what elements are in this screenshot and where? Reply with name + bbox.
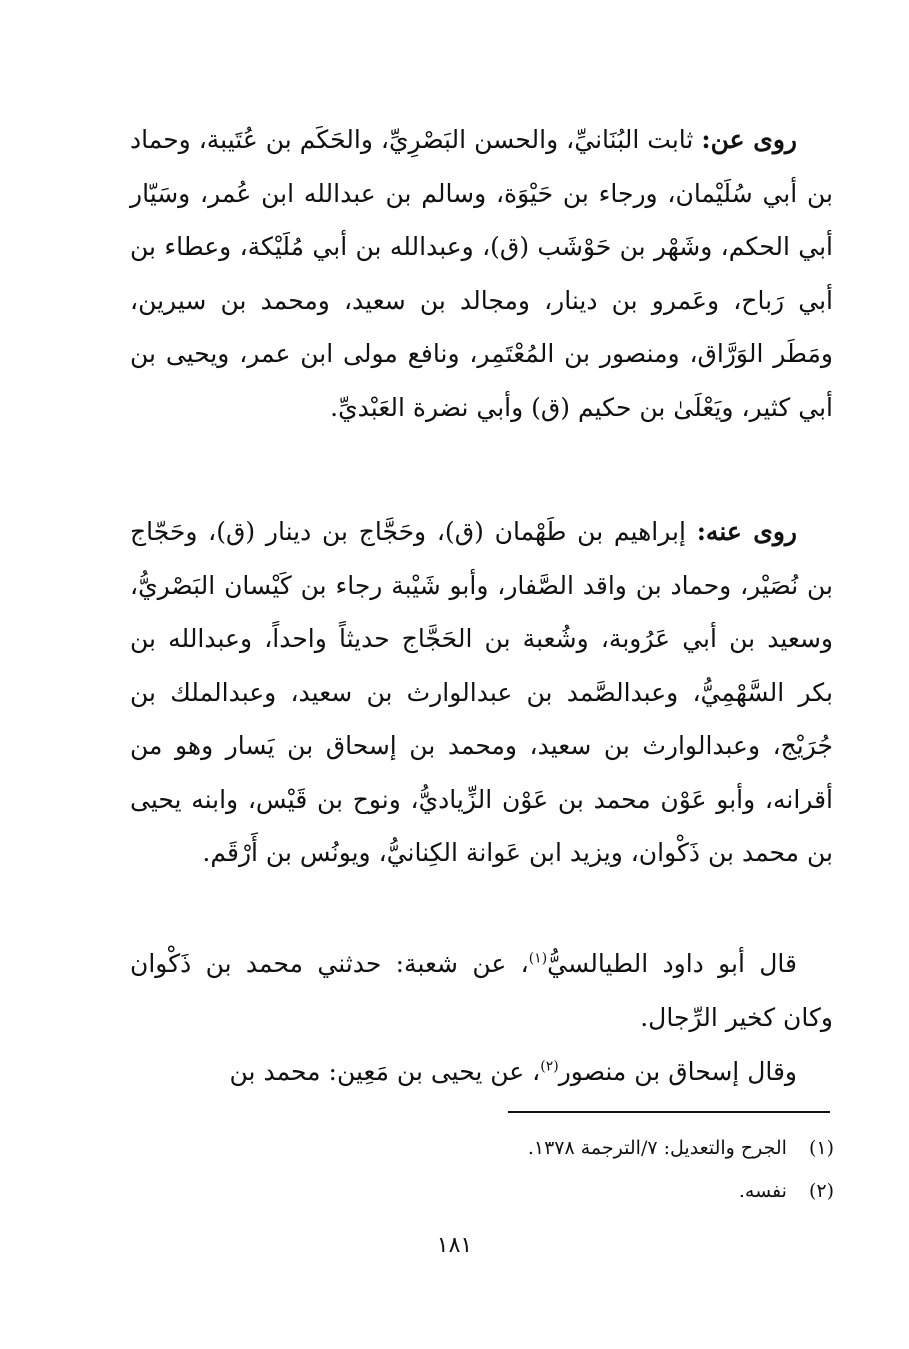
footnote-1-text: الجرح والتعديل: ٧/الترجمة ١٣٧٨. xyxy=(527,1137,787,1159)
footnote-1 xyxy=(234,1133,834,1163)
narrated-by-text: إبراهيم بن طَهْمان (ق)، وحَجَّاج بن دينار (ق)، وحَجّاج بن نُصَيْر، وحماد بن واقد الصَّفار، وأبو شَيْبة رجاء بن كَيْسان البَصْريُّ، وسعيد بن أبي عَرُوبة، وشُعبة بن الحَجَّاج حديثاً واحداً، وعبدالله بن بكر السَّهْمِيُّ، وعبدالصَّمد بن عبدالوارث بن سعيد، وعبدالملك بن جُرَيْج، وعبدالوارث بن سعيد، ومحمد بن إسحاق بن يَسار وهو من أقرانه، وأبو عَوْن محمد بن عَوْن الزِّياديُّ، ونوح بن قَيْس، وابنه يحيى بن محمد بن ذَكْوان، ويزيد ابن عَوانة الكِنانيُّ، ويونُس بن أَرْقَم. xyxy=(130,517,833,867)
ishaq-quote-text: ، عن يحيى بن مَعِين: محمد بن xyxy=(229,1057,541,1086)
footnote-1-number: (١) xyxy=(808,1137,834,1159)
tayalisi-quote-paragraph xyxy=(130,937,833,1044)
footnote-separator xyxy=(508,1111,830,1113)
narrated-from-paragraph xyxy=(130,113,833,434)
narrated-by-paragraph xyxy=(130,505,833,880)
narrated-from-heading: روى عن: xyxy=(701,125,798,154)
narrated-from-text: ثابت البُنَانيِّ، والحسن البَصْرِيِّ، والحَكَم بن عُتَيبة، وحماد بن أبي سُلَيْمان، ورجاء بن حَيْوَة، وسالم بن عبدالله ابن عُمر، وسَيّار أبي الحكم، وشَهْر بن حَوْشَب (ق)، وعبدالله بن أبي مُلَيْكة، وعطاء بن أبي رَباح، وعَمرو بن دينار، ومجالد بن سعيد، ومحمد بن سيرين، ومَطَر الوَرَّاق، ومنصور بن المُعْتَمِر، ونافع مولى ابن عمر، ويحيى بن أبي كثير، ويَعْلَىٰ بن حكيم (ق) وأبي نضرة العَبْديِّ. xyxy=(130,125,833,422)
ishaq-quote-lead: وقال إسحاق بن منصور xyxy=(558,1057,797,1086)
tayalisi-quote-lead: قال أبو داود الطيالسيُّ xyxy=(547,949,797,978)
ishaq-quote-paragraph xyxy=(130,1045,833,1099)
footnote-marker-2[interactable]: (٢) xyxy=(540,1058,559,1075)
footnote-2 xyxy=(234,1176,834,1206)
tayalisi-quote-text: ، عن شعبة: حدثني محمد بن ذَكْوان وكان كخير الرِّجال. xyxy=(130,949,833,1032)
footnote-2-text: نفسه. xyxy=(738,1180,787,1202)
footnote-marker-1[interactable]: (١) xyxy=(528,950,548,967)
footnote-2-number: (٢) xyxy=(808,1180,834,1202)
narrated-by-heading: روى عنه: xyxy=(696,517,797,546)
page-number: ١٨١ xyxy=(436,1233,473,1258)
